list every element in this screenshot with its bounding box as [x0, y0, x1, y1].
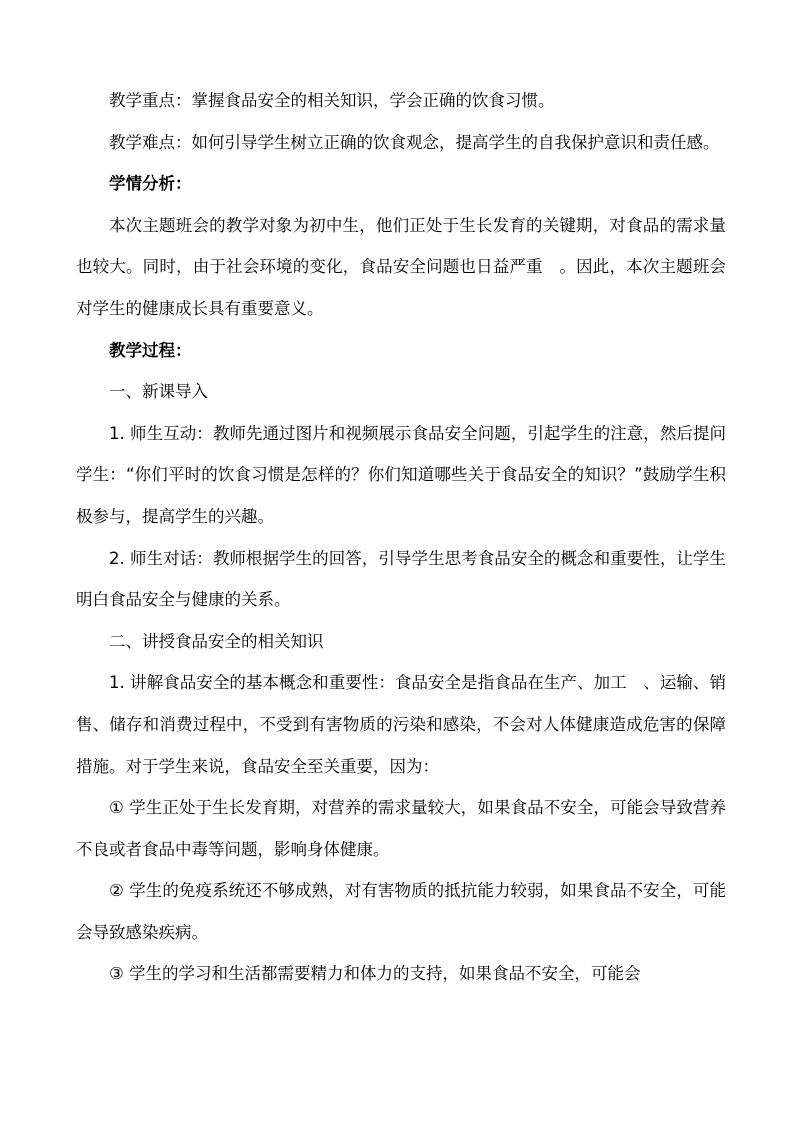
process-heading: 教学过程： — [109, 340, 192, 360]
section2-title: 二、讲授食品安全的相关知识 — [109, 631, 324, 651]
analysis-heading: 学情分析： — [109, 174, 192, 194]
point-2: ② 学生的免疫系统还不够成熟，对有害物质的抵抗能力较弱，如果食品不安全，可能会导致感染疾病。 — [76, 881, 726, 942]
point-1: ① 学生正处于生长发育期，对营养的需求量较大，如果食品不安全，可能会导致营养不良或者食品中毒等问题，影响身体健康。 — [76, 798, 726, 859]
teaching-focus: 教学重点：掌握食品安全的相关知识，学会正确的饮食习惯。 — [109, 91, 555, 110]
point-3: ③ 学生的学习和生活都需要精力和体力的支持，如果食品不安全，可能会 — [109, 964, 641, 984]
document-page — [76, 80, 726, 995]
section1-item2: 2. 师生对话：教师根据学生的回答，引导学生思考食品安全的概念和重要性，让学生明白食品安全与健康的关系。 — [76, 548, 726, 610]
teaching-difficulty: 教学难点：如何引导学生树立正确的饮食观念，提高学生的自我保护意识和责任感。 — [109, 132, 720, 152]
analysis-text: 本次主题班会的教学对象为初中生，他们正处于生长发育的关键期，对食品的需求量也较大。同时，由于社会环境的变化，食品安全问题也日益严重 。因此，本次主题班会对学生的健康成长具有重要意义。 — [76, 215, 726, 318]
section1-title: 一、新课导入 — [109, 382, 208, 402]
section1-item1: 1. 师生互动：教师先通过图片和视频展示食品安全问题，引起学生的注意，然后提问学生：“你们平时的饮食习惯是怎样的？你们知道哪些关于食品安全的知识？”鼓励学生积极参与，提高学生的兴趣。 — [76, 423, 726, 526]
section2-item1: 1. 讲解食品安全的基本概念和重要性：食品安全是指食品在生产、加工 、运输、销售、储存和消费过程中，不受到有害物质的污染和感染，不会对人体健康造成危害的保障措施。对于学生来说，食品安全至关重要，因为： — [76, 673, 726, 776]
